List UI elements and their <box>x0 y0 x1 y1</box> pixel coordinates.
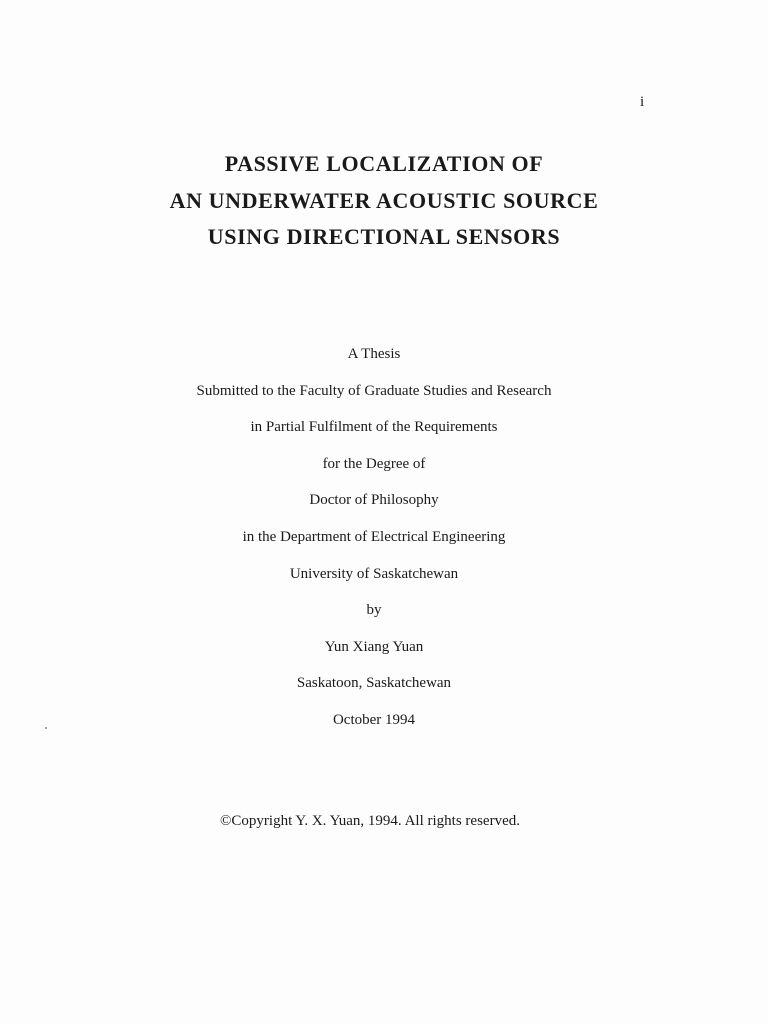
author-name: Yun Xiang Yuan <box>324 638 424 655</box>
university: University of Saskatchewan <box>289 565 459 582</box>
degree-intro: for the Degree of <box>322 455 426 472</box>
department: in the Department of Electrical Engineering <box>242 528 506 545</box>
document-type: A Thesis <box>347 346 401 362</box>
by-line: by <box>366 602 382 619</box>
date: October 1994 <box>332 711 416 728</box>
scan-speck <box>45 727 47 729</box>
title-line-1: PASSIVE LOCALIZATION OF <box>224 151 544 176</box>
submitted-to: Submitted to the Faculty of Graduate Studies and Research <box>196 382 552 399</box>
copyright-notice: ©Copyright Y. X. Yuan, 1994. All rights reserved. <box>220 813 520 829</box>
page-number: i <box>640 94 645 110</box>
degree-name: Doctor of Philosophy <box>309 492 439 509</box>
title-line-2: AN UNDERWATER ACOUSTIC SOURCE <box>169 187 599 213</box>
requirements-line: in Partial Fulfilment of the Requirements <box>250 419 498 436</box>
title-line-3: USING DIRECTIONAL SENSORS <box>207 224 561 249</box>
thesis-title <box>0 146 768 256</box>
thesis-details <box>0 336 748 739</box>
location: Saskatoon, Saskatchewan <box>296 675 452 692</box>
